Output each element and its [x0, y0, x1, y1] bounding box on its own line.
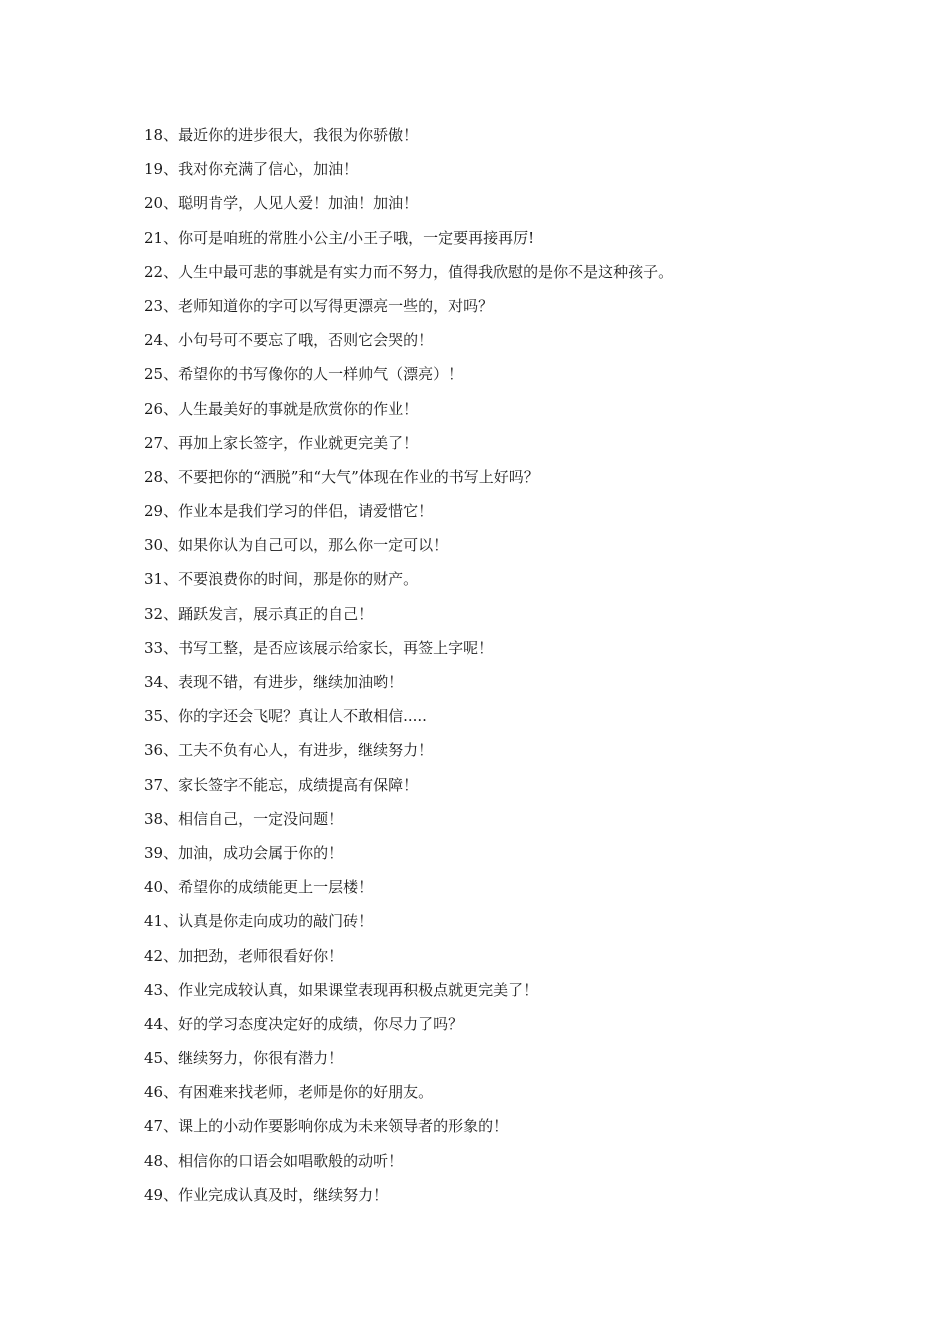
list-item: 35、你的字还会飞呢？真让人不敢相信.....	[144, 707, 427, 726]
list-item: 27、再加上家长签字，作业就更完美了！	[144, 433, 419, 452]
list-item: 19、我对你充满了信心，加油！	[144, 160, 359, 179]
list-item: 43、作业完成较认真，如果课堂表现再积极点就更完美了！	[144, 980, 539, 999]
list-item: 26、人生最美好的事就是欣赏你的作业！	[144, 399, 419, 418]
list-item: 34、表现不错，有进步，继续加油哟！	[144, 673, 404, 691]
list-item: 28、不要把你的“洒脱”和“大气”体现在作业的书写上好吗？	[144, 467, 539, 486]
list-item: 31、不要浪费你的时间，那是你的财产。	[144, 570, 419, 589]
list-item: 37、家长签字不能忘，成绩提高有保障！	[144, 775, 419, 794]
list-item: 25、希望你的书写像你的人一样帅气（漂亮）！	[144, 365, 464, 384]
list-item: 18、最近你的进步很大，我很为你骄傲！	[144, 126, 419, 144]
list-item: 42、加把劲，老师很看好你！	[144, 946, 344, 965]
list-item: 41、认真是你走向成功的敲门砖！	[144, 912, 374, 931]
list-item: 29、作业本是我们学习的伴侣，请爱惜它！	[144, 502, 434, 521]
comment-list	[144, 122, 673, 1216]
list-item: 46、有困难来找老师，老师是你的好朋友。	[144, 1083, 434, 1102]
list-item: 48、相信你的口语会如唱歌般的动听！	[144, 1151, 404, 1170]
list-item: 36、工夫不负有心人，有进步，继续努力！	[144, 741, 434, 760]
list-item: 21、你可是咱班的常胜小公主/小王子哦，一定要再接再厉!	[144, 228, 535, 247]
list-item: 22、人生中最可悲的事就是有实力而不努力，值得我欣慰的是你不是这种孩子。	[144, 262, 674, 281]
list-item: 30、如果你认为自己可以，那么你一定可以！	[144, 536, 449, 555]
list-item: 40、希望你的成绩能更上一层楼！	[144, 878, 374, 897]
list-item: 23、老师知道你的字可以写得更漂亮一些的，对吗？	[144, 296, 494, 315]
list-item: 39、加油，成功会属于你的！	[144, 843, 344, 862]
list-item: 38、相信自己，一定没问题！	[144, 809, 344, 828]
list-item: 24、小句号可不要忘了哦，否则它会哭的！	[144, 331, 434, 350]
list-item: 20、聪明肯学，人见人爱！加油！加油！	[144, 194, 419, 213]
list-item: 45、继续努力，你很有潜力！	[144, 1049, 344, 1068]
list-item: 32、踊跃发言，展示真正的自己！	[144, 604, 374, 623]
list-item: 44、好的学习态度决定好的成绩，你尽力了吗？	[144, 1014, 464, 1033]
list-item: 49、作业完成认真及时，继续努力！	[144, 1185, 389, 1204]
list-item: 33、书写工整，是否应该展示给家长，再签上字呢！	[144, 638, 494, 657]
list-item: 47、课上的小动作要影响你成为未来领导者的形象的！	[144, 1117, 509, 1136]
